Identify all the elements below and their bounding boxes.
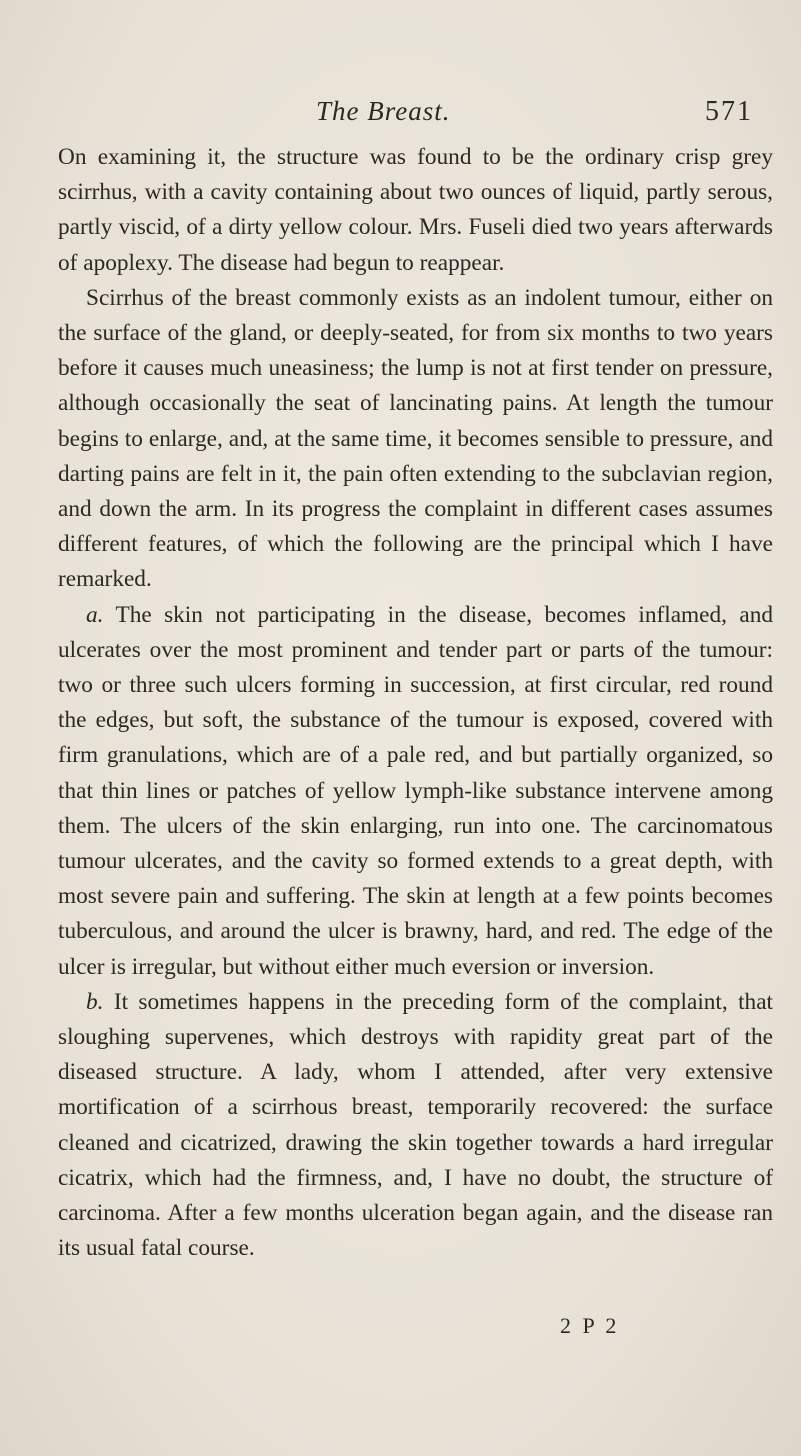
paragraph-scirrhus-description [58,281,773,598]
paragraph-form-b [58,985,773,1267]
paragraph-continued-case [58,140,773,281]
paragraph-text: On examining it, the structure was found to be the ordinary crisp grey scirrhus, with a cavity containing about two ounces of liquid, partly serous, partly viscid, of a dirty yellow colour. Mrs. Fuseli died two years afterwards of apoplexy. The disease had begun to reappear. [58,144,773,276]
body-text [58,140,773,1267]
printer-signature: 2 P 2 [560,1313,620,1338]
paragraph-text: Scirrhus of the breast commonly exists as an indolent tumour, either on the surface of the gland, or deeply-seated, for from six months to two years before it causes much uneasiness; the lump is not at first tender on pressure, although occasionally the seat of lancinating pains. At length the tumour begins to enlarge, and, at the same time, it becomes sensible to pressure, and darting pains are felt in it, the pain often extending to the subclavian region, and down the arm. In its progress the complaint in different cases assumes different features, of which the following are the principal which I have remarked. [58,284,773,593]
paragraph-label: b. [86,988,104,1015]
page-number: 571 [705,96,753,127]
paragraph-text: It sometimes happens in the preceding form of the complaint, that sloughing supervenes, which destroys with rapidity great part of the diseased structure. A lady, whom I attended, after very extensive mortification of a scirrhous breast, temporarily recovered: the surface cleaned and cicatrized, drawing the skin together towards a hard irregular cicatrix, which had the firmness, and, I have no doubt, the structure of carcinoma. After a few months ulceration began again, and the disease ran its usual fatal course. [58,988,774,1262]
paragraph-label: a. [86,601,104,628]
paragraph-form-a [58,598,773,985]
running-header [0,96,801,136]
running-title: The Breast. [316,96,451,126]
paragraph-text: The skin not participating in the disease, becomes inflamed, and ulcerates over the most prominent and tender part or parts of the tumour: two or three such ulcers forming in succession, at first circular, red round the edges, but soft, the substance of the tumour is exposed, covered with firm granulations, which are of a pale red, and but partially organized, so that thin lines or patches of yellow lymph-like substance intervene among them. The ulcers of the skin enlarging, run into one. The carcinomatous tumour ulcerates, and the cavity so formed extends to a great depth, with most severe pain and suffering. The skin at length at a few points becomes tuberculous, and around the ulcer is brawny, hard, and red. The edge of the ulcer is irregular, but without either much eversion or inversion. [58,601,774,980]
